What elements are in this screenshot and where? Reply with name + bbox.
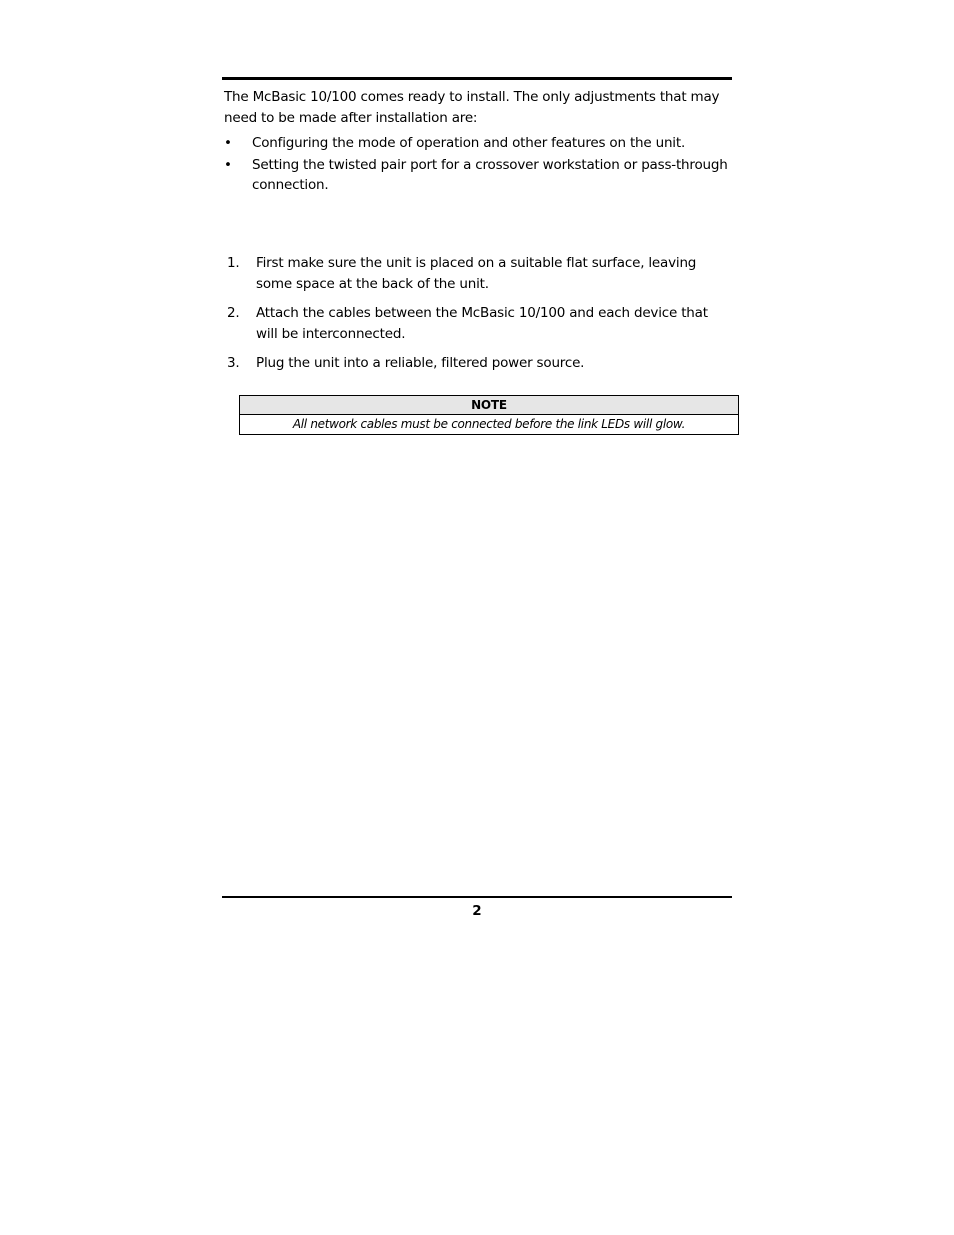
note-body: All network cables must be connected before the link LEDs will glow. xyxy=(292,417,686,431)
intro-paragraph: The McBasic 10/100 comes ready to install. The only adjustments that may need to be made after installation are: xyxy=(224,89,720,126)
step-text: Attach the cables between the McBasic 10/100 and each device that will be interconnected. xyxy=(256,305,708,342)
bullet-icon: • xyxy=(224,156,232,173)
list-item-text: Configuring the mode of operation and other features on the unit. xyxy=(252,135,686,151)
step-number: 3. xyxy=(227,355,240,371)
footer-rule xyxy=(222,896,732,898)
adjustments-list xyxy=(224,133,730,197)
bullet-icon: • xyxy=(224,135,232,151)
header-rule xyxy=(222,77,732,80)
installation-steps xyxy=(224,253,730,383)
list-item-text: Setting the twisted pair port for a crossover workstation or pass-through connection. xyxy=(252,156,728,193)
step-item xyxy=(224,253,730,294)
step-item xyxy=(224,303,730,344)
step-number: 2. xyxy=(227,305,240,321)
note-box xyxy=(239,395,739,435)
step-text: Plug the unit into a reliable, filtered power source. xyxy=(256,355,585,371)
step-text: First make sure the unit is placed on a suitable flat surface, leaving some space at the back of the unit. xyxy=(256,255,697,292)
list-item xyxy=(224,155,730,196)
page-number: 2 xyxy=(472,903,482,919)
step-item xyxy=(224,353,730,374)
step-number: 1. xyxy=(227,255,240,271)
list-item xyxy=(224,133,730,154)
note-heading: NOTE xyxy=(240,396,738,415)
